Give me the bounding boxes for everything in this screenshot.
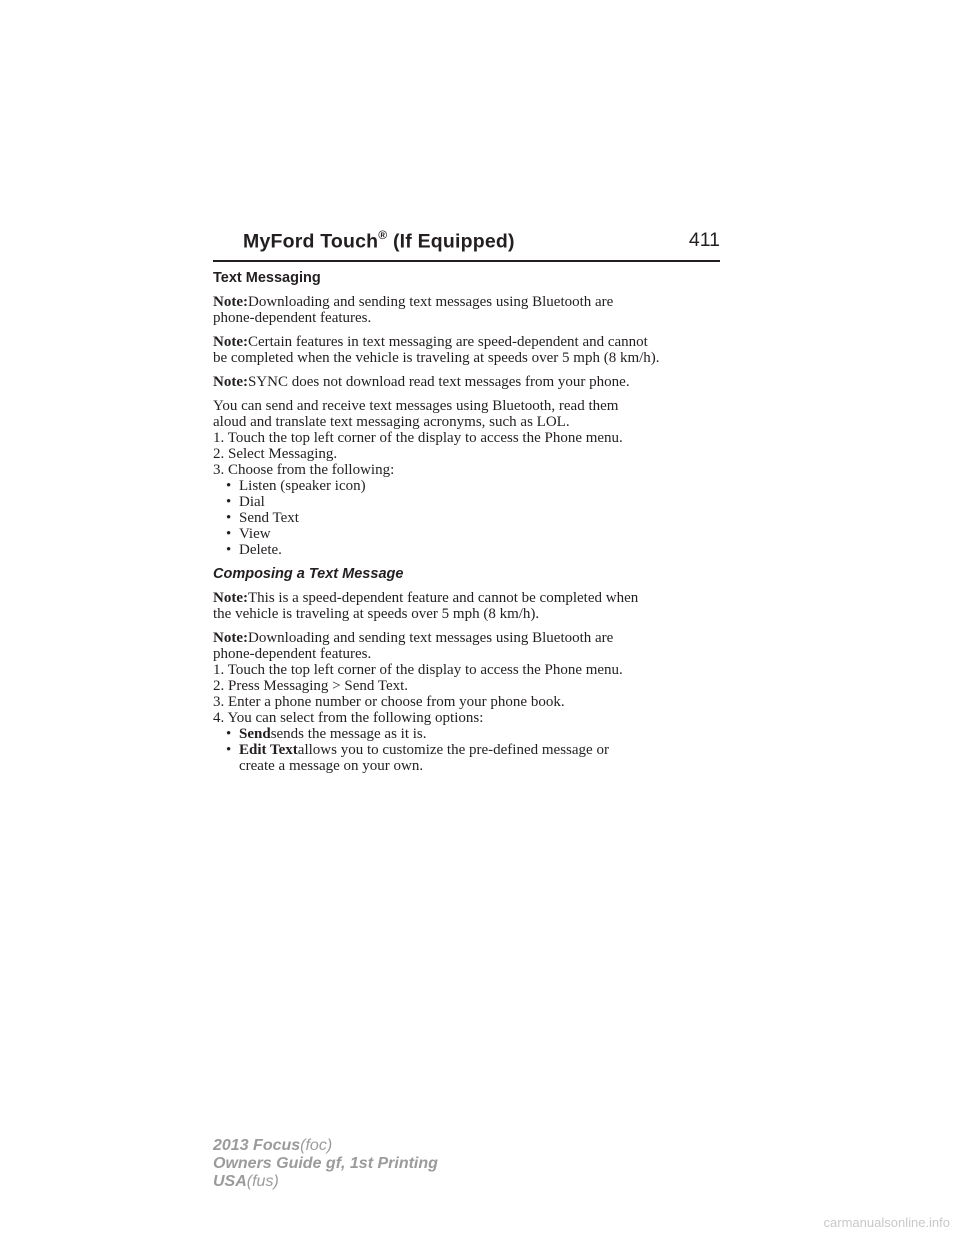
step-2: 2. Select Messaging. [213,446,338,462]
list-item: • Send Text [226,510,299,526]
list-item: • Sendsends the message as it is. [226,726,427,742]
section-heading-text-messaging: Text Messaging [213,270,321,286]
step-3: 3. Choose from the following: [213,462,395,478]
note-1: Note:Downloading and sending text messages using Bluetooth are phone-dependent features. [213,294,614,326]
watermark-text: carmanualsonline.info [823,1215,950,1230]
note-4: Note:This is a speed-dependent feature and cannot be completed when the vehicle is traveling at speeds over 5 mph (8 km/h). [213,590,639,622]
list-item: • Listen (speaker icon) [226,478,366,494]
page-header [213,200,720,262]
header-rule [213,260,720,262]
note-3: Note:SYNC does not download read text messages from your phone. [213,374,630,390]
watermark-logo [790,1205,950,1235]
list-item: • View [226,526,271,542]
intro-paragraph: You can send and receive text messages using Bluetooth, read them aloud and translate text messaging acronyms, such as LOL. 1. Touch the top left corner of the display to access the Phone menu. 2. Select Messaging. 3. Choose from the following: • Listen (speaker icon) • Dial • Send Text • View • Delete. [213,398,720,558]
note-2: Note:Certain features in text messaging are speed-dependent and cannot be completed when the vehicle is traveling at speeds over 5 mph (8 km/h). [213,334,660,366]
list-item: • Dial [226,494,265,510]
page-number: 411 [688,229,720,251]
list-item: • Edit Textallows you to customize the pre-defined message or [226,742,609,758]
page-footer [213,1137,438,1191]
list-item: • Delete. [226,542,282,558]
step-2: 2. Press Messaging > Send Text. [213,678,409,694]
page-body [213,270,720,782]
page-title: MyFord Touch® (If Equipped) [243,228,515,253]
step-1: 1. Touch the top left corner of the display to access the Phone menu. [213,662,623,678]
step-4: 4. You can select from the following options: [213,710,484,726]
footer-line-1: 2013 Focus(foc) [213,1137,333,1154]
footer-line-2: Owners Guide gf, 1st Printing [213,1155,438,1172]
step-3: 3. Enter a phone number or choose from your phone book. [213,694,565,710]
note-5: Note:Downloading and sending text messages using Bluetooth are phone-dependent features. 1. Touch the top left corner of the display to access the Phone menu. 2. Press Messaging > Send Text. 3. Enter a phone number or choose from your phone book. 4. You can select from the following options: • Sendsends the message as it is. • Edit Textallows you to customize the pre-defined message or create a message on your own. [213,630,720,774]
footer-line-3: USA(fus) [213,1173,279,1190]
step-1: 1. Touch the top left corner of the display to access the Phone menu. [213,430,623,446]
section-heading-composing: Composing a Text Message [213,566,404,582]
